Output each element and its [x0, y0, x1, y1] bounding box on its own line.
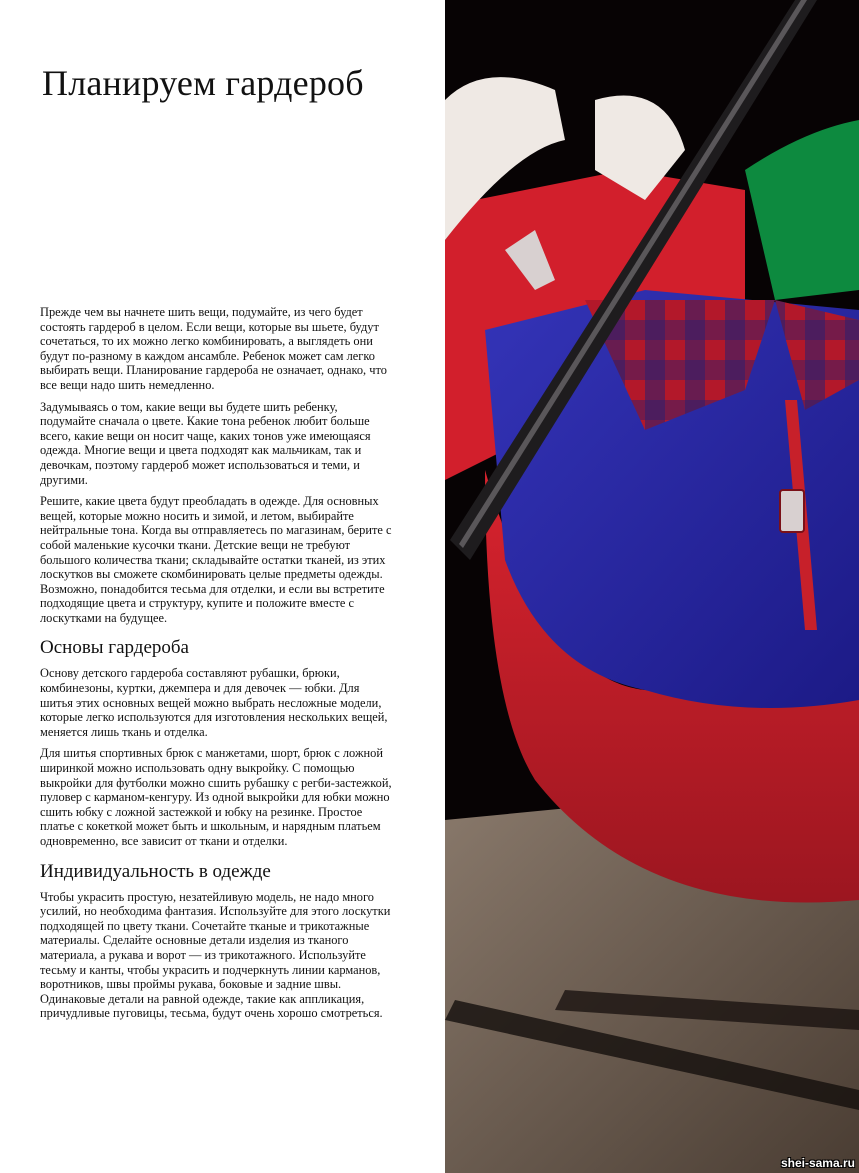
article-body — [40, 305, 392, 1028]
basics-paragraph-1: Основу детского гардероба составляют рубашки, брюки, комбинезоны, куртки, джемпера и для девочек — юбки. Для шитья этих основных вещей можно выбрать несложные модели, которые легко используются для изготовления нескольких вещей, меняется лишь ткань и отделка. — [40, 666, 388, 739]
zipper-pull — [780, 490, 804, 532]
individuality-paragraph-1: Чтобы украсить простую, незатейливую модель, не надо много усилий, но необходима фантазия. Используйте для этого лоскутки подходящей по цвету ткани. Сочетайте тканые и трикотажные материалы. Сделайте основные детали изделия из тканого материала, а рукава и ворот — из трикотажного. Используйте тесьму и канты, чтобы украсить и подчеркнуть линии карманов, воротников, швы проймы рукава, боковые и задние швы. Одинаковые детали на равной одежде, такие как аппликация, причудливые пуговицы, тесьма, будут очень хорошо смотреться. — [40, 889, 391, 1021]
page-title: Планируем гардероб — [42, 63, 364, 103]
section-heading-individuality: Индивидуальность в одежде — [40, 860, 271, 882]
intro-paragraph-3: Решите, какие цвета будут преобладать в одежде. Для основных вещей, которые можно носить и зимой, и летом, выбирайте нейтральные тона. Когда вы отправляетесь по магазинам, берите с собой маленькие кусочки ткани. Детские вещи не требуют большого количества ткани; складывайте остатки тканей, из этих лоскутков вы сможете скомбинировать целые предметы одежды. Возможно, понадобится тесьма для отделки, и если вы встретите подходящие цвета и структуру, купите и положите вместе с лоскутками на будущее. — [40, 494, 392, 625]
section-heading-basics: Основы гардероба — [40, 637, 189, 659]
intro-paragraph-2: Задумываясь о том, какие вещи вы будете шить ребенку, подумайте сначала о цвете. Какие тона ребенок любит больше всего, какие вещи он носит чаще, каких тонов уже имеющаяся одежда. Многие вещи и цвета подходят как мальчикам, так и девочкам, поэтому гардероб может использоваться и теми, и другими. — [40, 399, 371, 487]
basics-paragraph-2: Для шитья спортивных брюк с манжетами, шорт, брюк с ложной ширинкой можно использовать одну выкройку. С помощью выкройки для футболки можно сшить рубашку с регби-застежкой, пуловер с карманом-кенгуру. Из одной выкройки для юбки можно сшить юбку с ложной застежкой и юбку на резинке. Простое платье с кокеткой может быть и школьным, и нарядным платьем одновременно, все зависит от ткани и отделки. — [40, 746, 392, 848]
intro-paragraph-1: Прежде чем вы начнете шить вещи, подумайте, из чего будет состоять гардероб в целом. Если вещи, которые вы шьете, будут сочетаться, то их можно легко комбинировать, а выглядеть они будут по-разному в каждом ансамбле. Ребенок может сам легко выбирать вещи. Планирование гардероба не означает, однако, что все вещи надо шить немедленно. — [40, 305, 387, 392]
clothing-photo-illustration — [445, 0, 859, 1173]
clothing-photo — [445, 0, 859, 1173]
watermark: shei-sama.ru — [780, 1156, 855, 1170]
